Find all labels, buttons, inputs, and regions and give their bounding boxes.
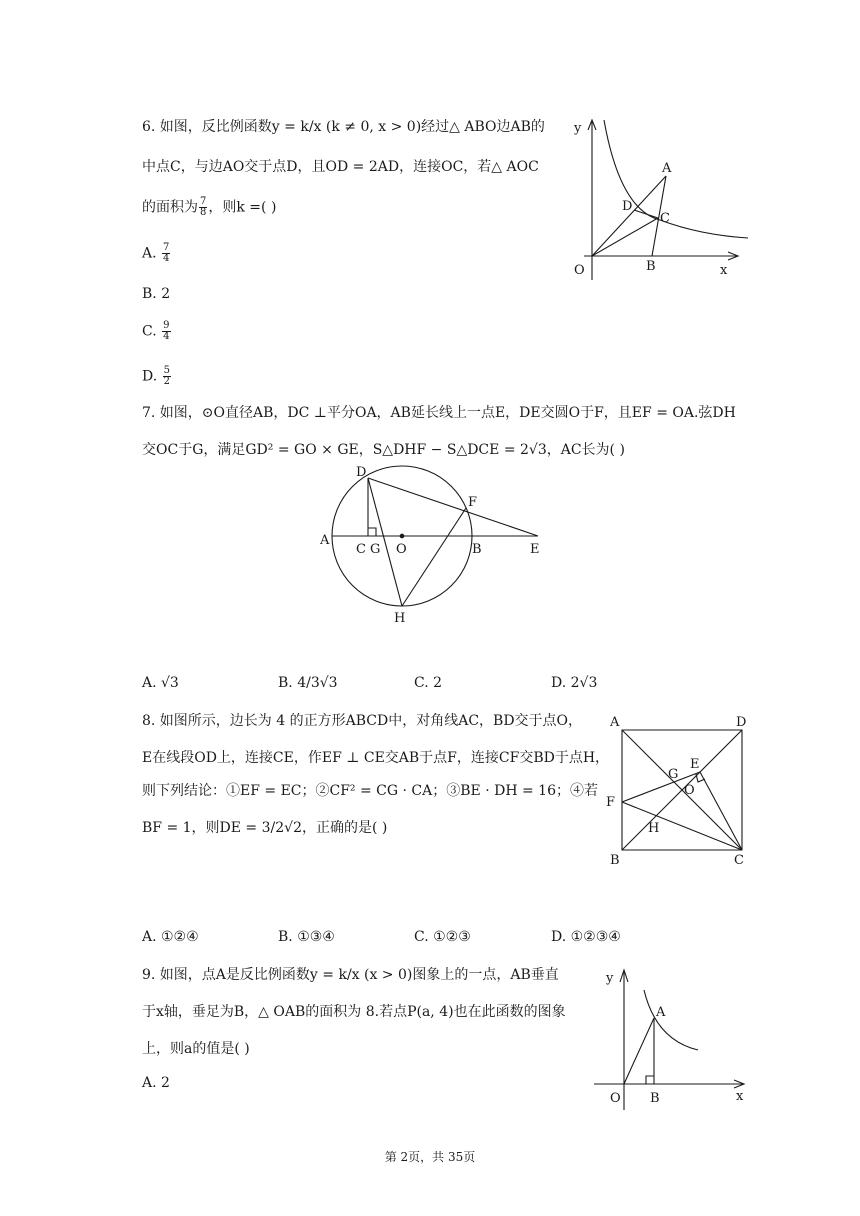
q6-label-d: D — [622, 199, 633, 214]
q6-area-fraction: $\frac{7}{8}$ — [200, 196, 207, 218]
q8-option-b[interactable]: B. ①③④ — [278, 929, 335, 945]
q6-label-a: A — [662, 161, 672, 176]
q7-center-dot — [400, 534, 404, 538]
q9-line-1: 9. 如图，点A是反比例函数y = k/x (x > 0)图象上的一点，AB垂直 — [142, 967, 559, 983]
q8-label-g: G — [668, 767, 679, 782]
q6-figure — [560, 110, 760, 290]
q8-line-1: 8. 如图所示，边长为 4 的正方形ABCD中，对角线AC，BD交于点O， — [142, 713, 583, 729]
q6-label-x: x — [720, 263, 728, 278]
q6-line-2: 中点C，与边AO交于点D，且OD = 2AD，连接OC，若△ AOC — [142, 159, 539, 175]
q6-line-3 — [142, 197, 276, 218]
q6-label-y: y — [574, 121, 582, 136]
q6-option-d[interactable]: D. $\frac{5}{2}$ — [142, 365, 171, 387]
q7-label-h: H — [394, 611, 406, 626]
q9-label-a: A — [656, 1005, 666, 1020]
q7-label-b: B — [472, 542, 482, 557]
q7-option-a[interactable]: A. √3 — [142, 675, 179, 691]
q9-line-2: 于x轴，垂足为B，△ OAB的面积为 8.若点P(a, 4)也在此函数的图象 — [142, 1004, 566, 1020]
q9-figure — [594, 960, 754, 1120]
q6-label-b: B — [646, 259, 656, 274]
q6-segment-oc — [592, 218, 658, 256]
q8-label-o: O — [684, 783, 695, 798]
q6-option-c[interactable]: C. $\frac{9}{4}$ — [142, 320, 170, 342]
q9-label-y: y — [606, 971, 614, 986]
q6-line-3-post: ，则k =( ) — [208, 199, 277, 216]
q7-option-b[interactable]: B. 4/3√3 — [278, 675, 338, 691]
q7-label-a: A — [320, 533, 330, 548]
q6-label-o: O — [574, 263, 585, 278]
page-footer: 第 2页，共 35页 — [384, 1150, 476, 1164]
q9-right-angle — [646, 1076, 654, 1084]
q9-label-b: B — [650, 1091, 660, 1106]
q7-label-o: O — [396, 542, 407, 557]
q8-line-2: E在线段OD上，连接CE，作EF ⊥ CE交AB于点F，连接CF交BD于点H， — [142, 750, 610, 766]
q8-label-e: E — [690, 757, 700, 772]
q7-option-c[interactable]: C. 2 — [414, 675, 443, 691]
q7-label-f: F — [468, 495, 478, 510]
q8-label-b: B — [610, 853, 620, 868]
q7-label-g: G — [370, 542, 381, 557]
q7-right-angle — [368, 528, 376, 536]
q7-segment-hf — [402, 508, 466, 606]
q6-line-1: 6. 如图，反比例函数y = k/x (k ≠ 0, x > 0)经过△ ABO边AB的 — [142, 119, 545, 135]
q8-option-c[interactable]: C. ①②③ — [414, 929, 471, 945]
q6-segment-oa — [592, 176, 666, 256]
q7-option-d[interactable]: D. 2√3 — [551, 675, 598, 691]
q8-label-d: D — [736, 715, 747, 730]
q8-segment-fc — [622, 802, 742, 850]
q7-figure — [316, 462, 556, 630]
q7-label-c: C — [356, 542, 366, 557]
q9-label-o: O — [610, 1091, 621, 1106]
q8-line-4: BF = 1，则DE = 3/2√2，正确的是( ) — [142, 820, 388, 836]
q8-option-a[interactable]: A. ①②④ — [142, 929, 199, 945]
q6-segment-dc — [634, 210, 658, 218]
q7-label-d: D — [356, 465, 367, 480]
q8-label-c: C — [734, 853, 744, 868]
q8-figure — [604, 712, 760, 868]
q8-label-h: H — [648, 821, 660, 836]
q8-label-f: F — [606, 795, 616, 810]
q8-label-a: A — [610, 715, 620, 730]
q7-line-1: 7. 如图，⊙O直径AB，DC ⊥平分OA，AB延长线上一点E，DE交圆O于F，且EF = OA.弦DH — [142, 405, 736, 421]
q9-hyperbola — [644, 990, 698, 1050]
q8-segment-ec — [700, 772, 742, 850]
q9-label-x: x — [736, 1089, 744, 1104]
q8-option-d[interactable]: D. ①②③④ — [551, 929, 621, 945]
q7-line-2: 交OC于G，满足GD² = GO × GE，S△DHF − S△DCE = 2√3，AC长为( ) — [142, 442, 625, 458]
q8-line-3: 则下列结论：①EF = EC；②CF² = CG · CA；③BE · DH = 16；④若 — [142, 783, 598, 799]
q6-option-b[interactable]: B. 2 — [142, 286, 171, 302]
q9-line-3: 上，则a的值是( ) — [142, 1041, 250, 1057]
q9-option-a[interactable]: A. 2 — [142, 1075, 170, 1091]
q6-option-a[interactable]: A. $\frac{7}{4}$ — [142, 242, 170, 264]
q9-segment-oa — [624, 1018, 654, 1084]
q7-label-e: E — [530, 542, 540, 557]
q6-line-3-pre: 的面积为 — [142, 199, 198, 216]
q6-label-c: C — [660, 211, 670, 226]
